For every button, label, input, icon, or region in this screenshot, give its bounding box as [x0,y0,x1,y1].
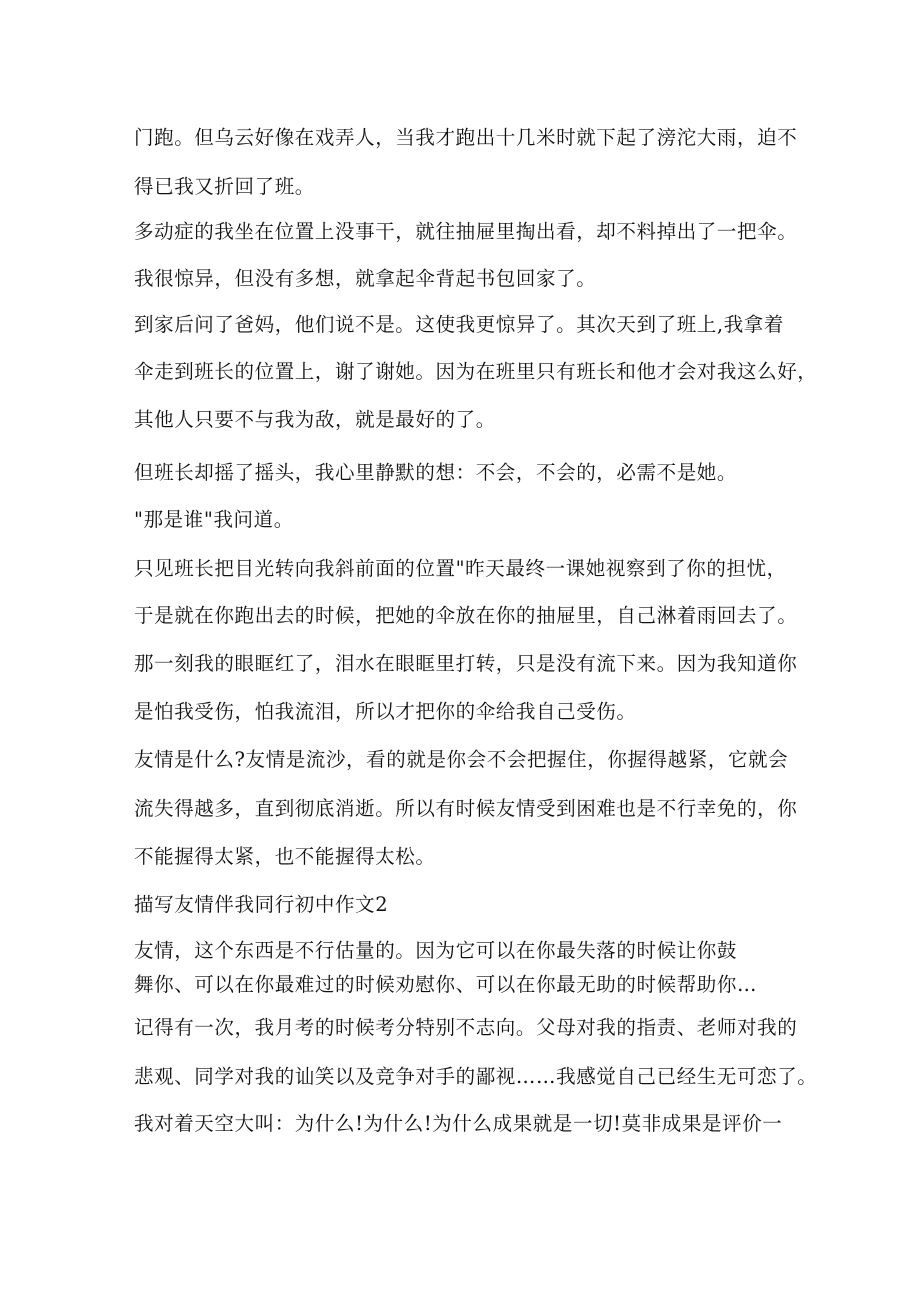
text-line: 舞你、可以在你最难过的时候劝慰你、可以在你最无助的时候帮助你… [134,973,758,996]
text-line: 于是就在你跑出去的时候，把她的伞放在你的抽屉里，自己淋着雨回去了。 [134,604,798,627]
text-line: 其他人只要不与我为敌，就是最好的了。 [134,408,496,431]
section-heading: 描写友情伴我同行初中作文2 [134,893,389,916]
text-line: 不能握得太紧，也不能握得太松。 [134,845,436,868]
text-line: 到家后问了爸妈，他们说不是。这使我更惊异了。其次天到了班上,我拿着 [134,313,784,336]
text-line: 那一刻我的眼眶红了，泪水在眼眶里打转，只是没有流下来。因为我知道你 [134,652,798,675]
text-line: 是怕我受伤，怕我流泪，所以才把你的伞给我自己受伤。 [134,700,637,723]
text-line: 得已我又折回了班。 [134,175,315,198]
text-line: 友情，这个东西是不行估量的。因为它可以在你最失落的时候让你鼓 [134,939,738,962]
text-line: 我很惊异，但没有多想，就拿起伞背起书包回家了。 [134,267,597,290]
text-line: 流失得越多，直到彻底消逝。所以有时候友情受到困难也是不行幸免的，你 [134,797,798,820]
text-line: 多动症的我坐在位置上没事干，就往抽屉里掏出看，却不料掉出了一把伞。 [134,220,798,243]
text-line: 记得有一次，我月考的时候考分特别不志向。父母对我的指责、老师对我的 [134,1016,798,1039]
text-line: 门跑。但乌云好像在戏弄人，当我才跑出十几米时就下起了滂沱大雨，迫不 [134,126,798,149]
text-line: 伞走到班长的位置上，谢了谢她。因为在班里只有班长和他才会对我这么好， [134,360,818,383]
text-line: 友情是什么?友情是流沙，看的就是你会不会把握住，你握得越紧，它就会 [134,748,789,771]
text-line: 只见班长把目光转向我斜前面的位置"昨天最终一课她视察到了你的担忧， [134,557,787,580]
text-line: 悲观、同学对我的讪笑以及竞争对手的鄙视……我感觉自己已经生无可恋了。 [134,1065,818,1088]
text-line: 但班长却摇了摇头，我心里静默的想：不会，不会的，必需不是她。 [134,461,738,484]
text-line: "那是谁"我问道。 [134,508,294,531]
text-line: 我对着天空大叫：为什么!为什么!为什么成果就是一切!莫非成果是评价一 [134,1112,783,1135]
